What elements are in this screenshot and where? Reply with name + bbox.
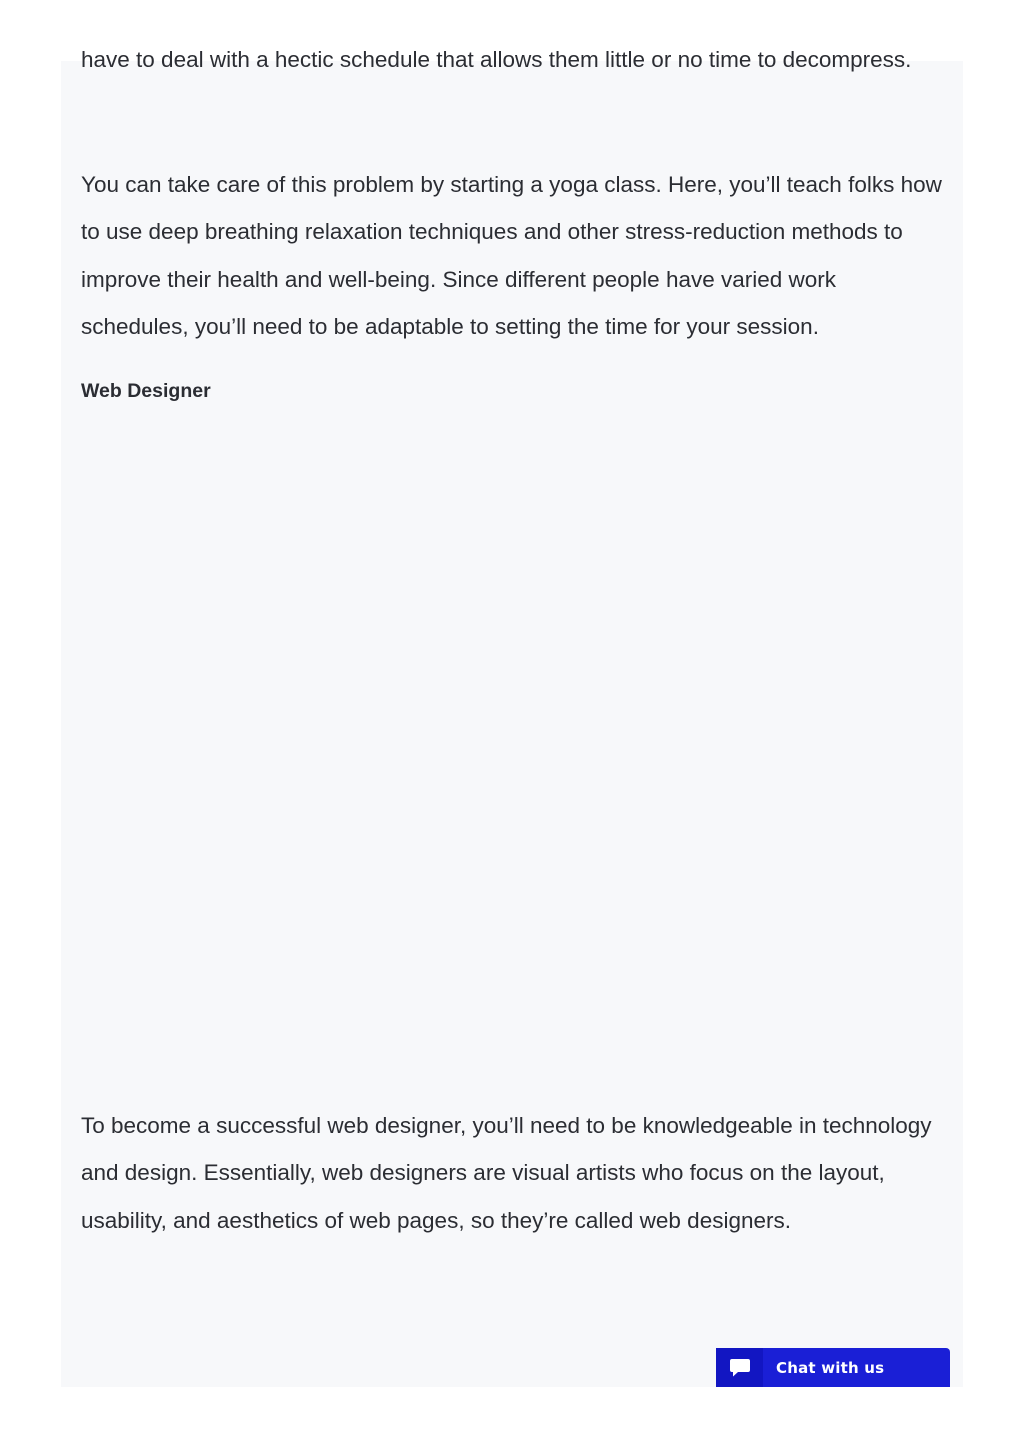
paragraph-web-designer: To become a successful web designer, you’ll need to be knowledgeable in technology and design. Essentially, web designers are visual artists who focus on the layout, usability, and aesthetics of web pages, so they’re called web designers. [81, 1112, 932, 1233]
paragraph-yoga-class: You can take care of this problem by starting a yoga class. Here, you’ll teach folks how to use deep breathing relaxation techniques and other stress-reduction methods to improve their health and well-being. Since different people have varied work schedules, you’ll need to be adaptable to setting the time for your session. [81, 171, 942, 339]
chat-with-us-button[interactable] [716, 1348, 950, 1387]
chat-bubble-icon [716, 1348, 763, 1387]
paragraph-hectic-schedule: have to deal with a hectic schedule that allows them little or no time to decompress. [81, 47, 912, 72]
section-heading-web-designer: Web Designer [81, 379, 211, 402]
chat-label: Chat with us [776, 1358, 885, 1377]
article-page [61, 47, 963, 1387]
embedded-media-placeholder [81, 407, 943, 1102]
article-body [81, 36, 943, 1244]
